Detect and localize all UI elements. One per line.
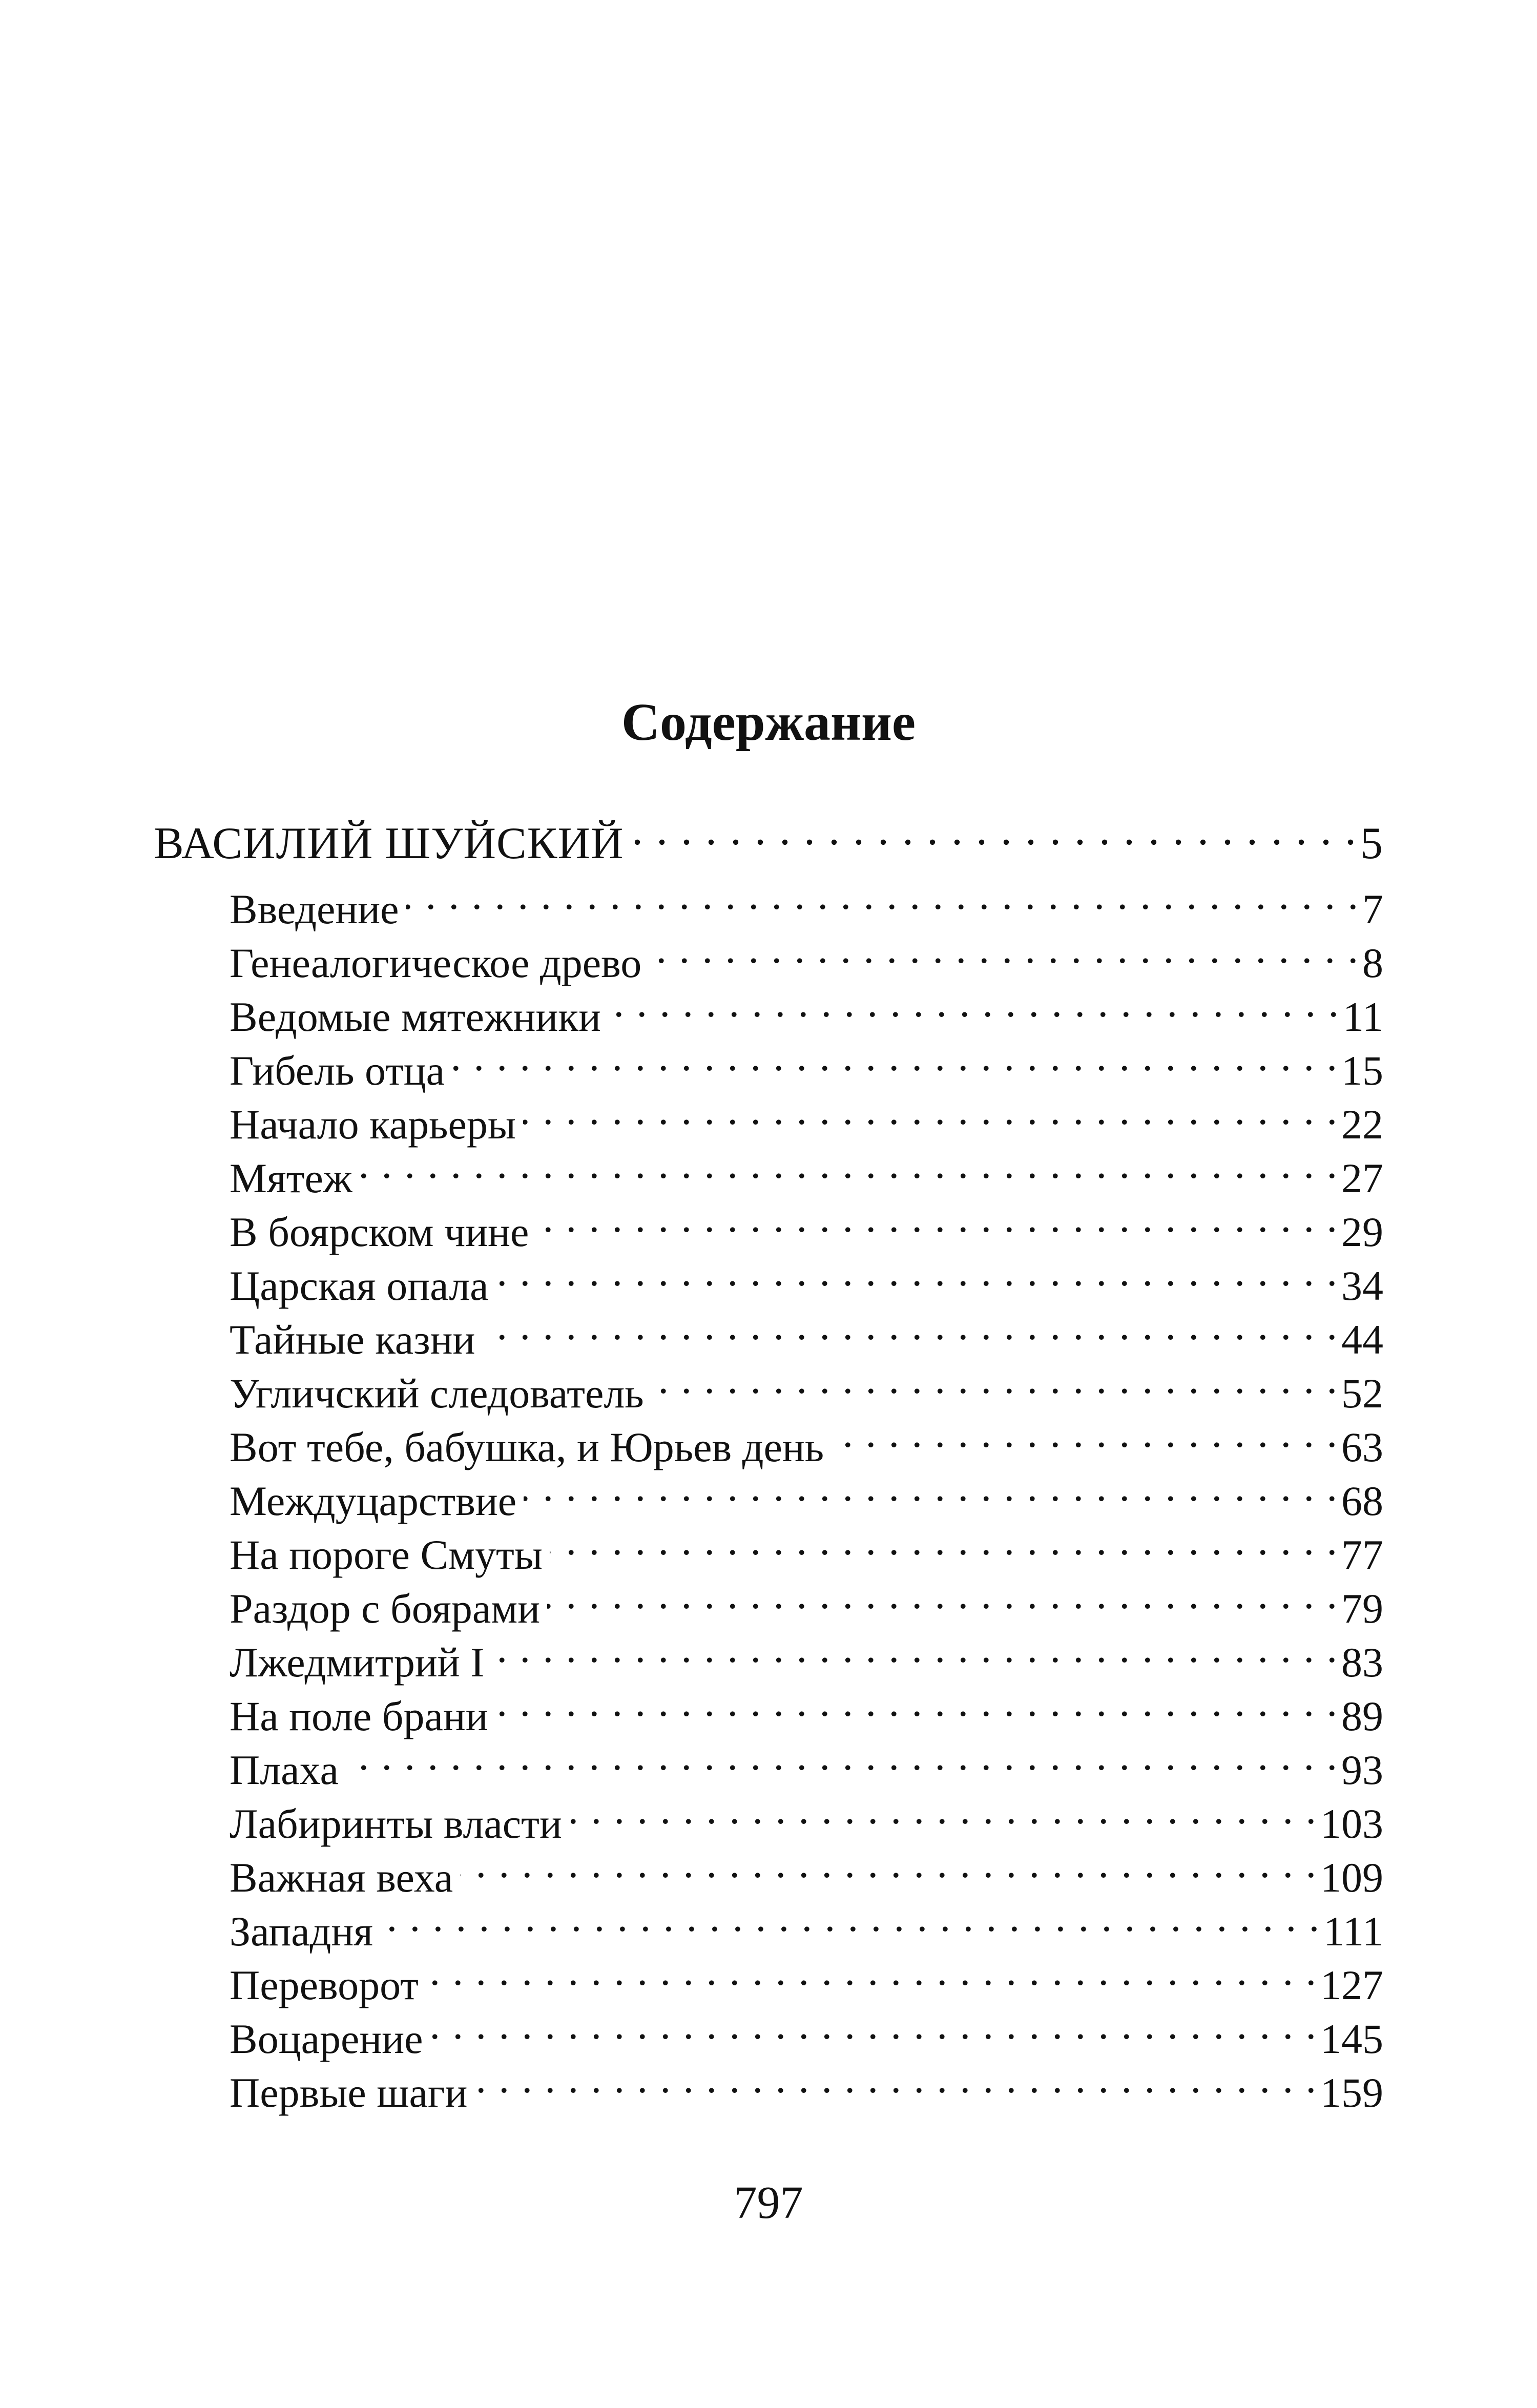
toc-entry	[230, 1405, 1383, 1470]
toc-entry-page: 15	[1341, 1047, 1383, 1094]
toc-entry-title: Плаха	[230, 1747, 339, 1793]
toc-entry-page: 68	[1341, 1478, 1383, 1524]
toc-entry	[230, 974, 1383, 1040]
toc-entry-page: 109	[1320, 1854, 1383, 1901]
toc-part-page: 5	[1360, 819, 1383, 868]
toc-entry-page: 93	[1341, 1747, 1383, 1793]
toc-dot-leader	[406, 867, 1359, 923]
toc-entry-title: Гибель отца	[230, 1047, 445, 1094]
toc-entry	[230, 1190, 1383, 1255]
toc-dot-leader	[547, 1566, 1338, 1623]
toc-entry-title: Угличский следователь	[230, 1370, 644, 1417]
toc-entry-page: 63	[1341, 1424, 1383, 1470]
toc-entry-page: 89	[1341, 1693, 1383, 1739]
toc-dot-leader	[482, 1297, 1338, 1354]
toc-entry-title: На поле брани	[230, 1693, 488, 1739]
toc-dot-leader	[651, 1351, 1338, 1407]
toc-entry-page: 77	[1341, 1531, 1383, 1578]
toc-entry-title: Раздор с боярами	[230, 1585, 541, 1632]
toc-dot-leader	[631, 802, 1357, 858]
toc-entry-page: 22	[1341, 1101, 1383, 1148]
toc-dot-leader	[360, 1136, 1338, 1192]
toc-entry-page: 29	[1341, 1209, 1383, 1255]
toc-dot-leader	[491, 1620, 1338, 1676]
toc-entry-title: Западня	[230, 1908, 373, 1955]
toc-dot-leader	[608, 974, 1340, 1031]
toc-entry-page: 127	[1320, 1962, 1383, 2008]
toc-entry-page: 103	[1320, 1800, 1383, 1847]
toc-entry-title: В боярском чине	[230, 1209, 529, 1255]
toc-entry-title: Вот тебе, бабушка, и Юрьев день	[230, 1424, 824, 1470]
toc-entry	[230, 1512, 1383, 1578]
toc-entry-page: 7	[1362, 886, 1383, 932]
toc-dot-leader	[346, 1728, 1338, 1784]
toc-entry-page: 34	[1341, 1262, 1383, 1309]
toc-entry-title: Лабиринты власти	[230, 1800, 562, 1847]
toc-dot-leader	[460, 1835, 1317, 1892]
toc-entry-title: Ведомые мятежники	[230, 993, 601, 1040]
toc-entry	[230, 1674, 1383, 1739]
toc-entry-page: 27	[1341, 1155, 1383, 1201]
toc-entry	[230, 1351, 1383, 1417]
toc-entry-page: 83	[1341, 1639, 1383, 1686]
toc-entry-title: Переворот	[230, 1962, 419, 2008]
toc-entry	[230, 1728, 1383, 1793]
toc-entry-title: На пороге Смуты	[230, 1531, 543, 1578]
toc-entry-title: Царская опала	[230, 1262, 489, 1309]
toc-entry	[230, 1566, 1383, 1632]
toc-entry-page: 145	[1320, 2016, 1383, 2062]
toc-entry-title: Первые шаги	[230, 2069, 468, 2116]
toc-entry	[230, 1136, 1383, 1201]
toc-entry-page: 159	[1320, 2069, 1383, 2116]
toc-entry	[230, 921, 1383, 986]
toc-entry-title: Междуцарствие	[230, 1478, 517, 1524]
toc-dot-leader	[452, 1028, 1338, 1085]
toc-dot-leader	[649, 921, 1359, 977]
toc-entry	[230, 1781, 1383, 1847]
toc-dot-leader	[831, 1405, 1338, 1461]
toc-entry-title: Генеалогическое древо	[230, 940, 642, 986]
toc-dot-leader	[426, 1943, 1317, 1999]
toc-dot-leader	[430, 1997, 1317, 2053]
toc-entry-page: 44	[1341, 1316, 1383, 1363]
toc-dot-leader	[523, 1082, 1338, 1138]
toc-dot-leader	[524, 1459, 1338, 1515]
toc-entry-page: 11	[1343, 993, 1383, 1040]
toc-entry	[230, 1889, 1383, 1955]
toc-entry	[230, 1997, 1383, 2062]
page-number: 797	[734, 2177, 803, 2228]
toc-entry-title: Тайные казни	[230, 1316, 475, 1363]
toc-dot-leader	[495, 1674, 1338, 1730]
toc-part-entry	[154, 802, 1383, 868]
toc-entry	[230, 1243, 1383, 1309]
toc-entry	[230, 1028, 1383, 1094]
toc-entry-title: Лжедмитрий I	[230, 1639, 485, 1686]
toc-entry-page: 8	[1362, 940, 1383, 986]
toc-dot-leader	[474, 2050, 1317, 2107]
toc-entry-title: Введение	[230, 886, 399, 932]
toc-entry-title: Мятеж	[230, 1155, 352, 1201]
toc-part-title: ВАСИЛИЙ ШУЙСКИЙ	[154, 819, 624, 868]
toc-entry-page: 79	[1341, 1585, 1383, 1632]
toc-dot-leader	[569, 1781, 1317, 1838]
toc-entry-title: Важная веха	[230, 1854, 453, 1901]
toc-entry	[230, 2050, 1383, 2116]
toc-entry	[230, 1620, 1383, 1686]
toc-dot-leader	[496, 1243, 1338, 1300]
page-title: Содержание	[621, 693, 916, 752]
toc-entry	[230, 1082, 1383, 1148]
toc-entry	[230, 1835, 1383, 1901]
toc-dot-leader	[550, 1512, 1338, 1569]
toc-entry-page: 111	[1323, 1908, 1383, 1955]
toc-entry	[230, 1943, 1383, 2008]
toc-entry-title: Воцарение	[230, 2016, 423, 2062]
toc-dot-leader	[380, 1889, 1320, 1945]
toc-entry-page: 52	[1341, 1370, 1383, 1417]
toc-entry	[230, 867, 1383, 932]
toc-entry-title: Начало карьеры	[230, 1101, 516, 1148]
toc-entry	[230, 1297, 1383, 1363]
toc-entry	[230, 1459, 1383, 1524]
toc-dot-leader	[536, 1190, 1338, 1246]
